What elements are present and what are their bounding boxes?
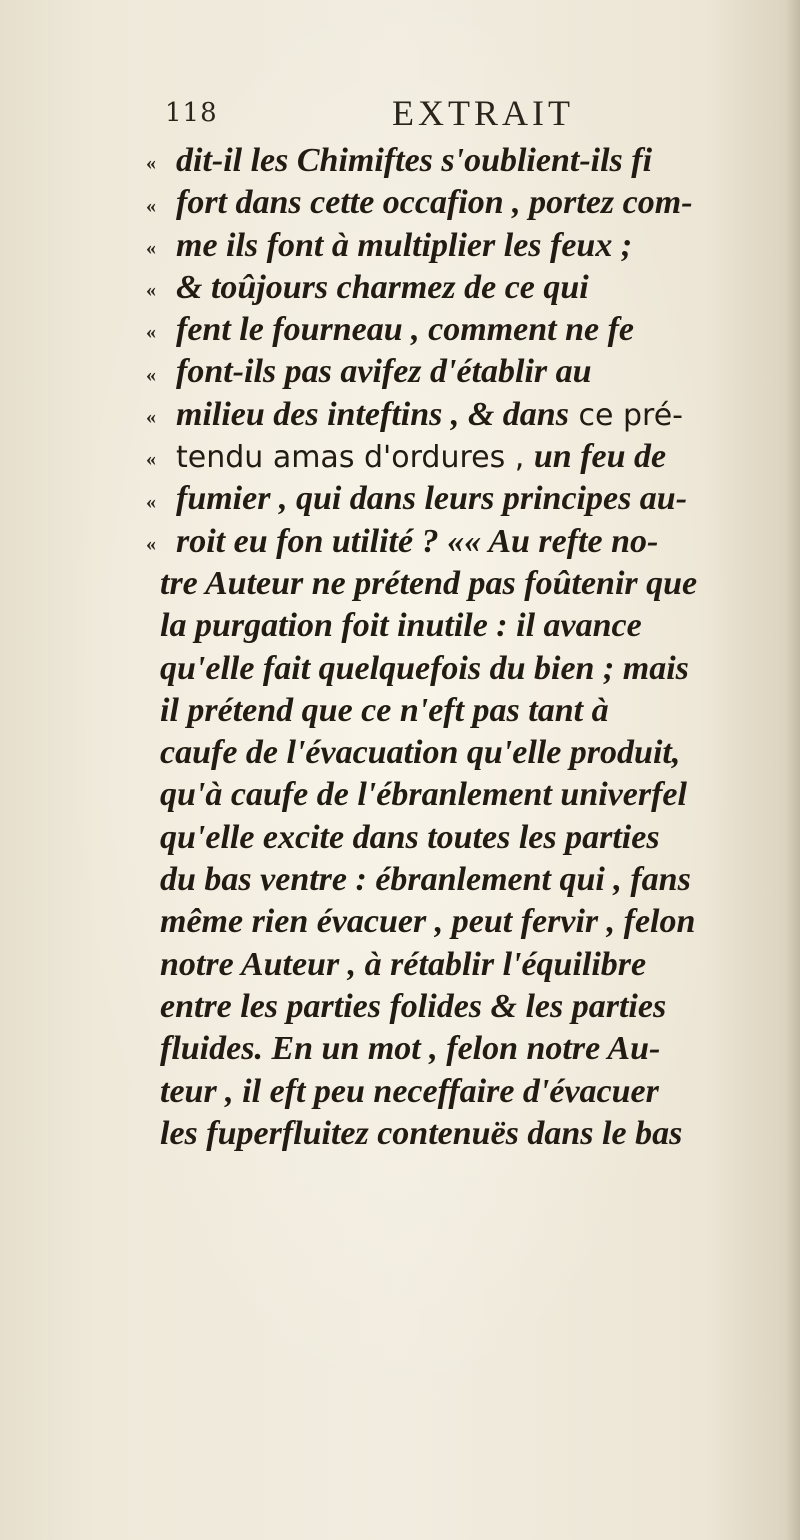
text-line [146, 351, 796, 393]
line-text: milieu des inteftins , & dans [176, 395, 569, 433]
text-line [146, 859, 796, 901]
text-line [146, 394, 796, 436]
text-line [146, 648, 796, 690]
running-head [0, 92, 800, 136]
text-line [146, 986, 796, 1028]
line-text: fent le fourneau , comment ne fe [176, 311, 635, 349]
running-title: EXTRAIT [392, 93, 574, 133]
text-line [146, 267, 796, 309]
text-line [146, 901, 796, 943]
line-text: dit-il les Chimiftes s'oublient-ils fi [176, 142, 653, 179]
line-text: caufe de l'évacuation qu'elle produit, [160, 734, 681, 772]
quotation-marker: « [146, 321, 156, 344]
text-line [146, 605, 796, 647]
line-text: même rien évacuer , peut fervir , felon [160, 903, 696, 941]
text-line [146, 140, 796, 182]
quotation-marker: « [146, 490, 156, 513]
text-line [146, 690, 796, 732]
line-text: entre les parties folides & les parties [160, 987, 667, 1025]
text-line [146, 225, 796, 267]
line-text: notre Auteur , à rétablir l'équilibre [160, 945, 647, 983]
body-text [146, 140, 796, 1155]
text-line [146, 478, 796, 520]
text-line [146, 1071, 796, 1113]
line-text: qu'à caufe de l'ébranlement univerfel [160, 776, 687, 814]
line-text: la purgation foit inutile : il avance [160, 607, 642, 645]
line-text: & toûjours charmez de ce qui [176, 268, 589, 306]
quotation-marker: « [146, 152, 156, 175]
text-line [146, 1113, 796, 1155]
line-text: un feu de [533, 438, 667, 476]
line-text: teur , il eft peu neceffaire d'évacuer [160, 1072, 659, 1110]
text-line [146, 817, 796, 859]
text-line [146, 436, 796, 478]
line-text: fumier , qui dans leurs principes au- [176, 480, 688, 518]
text-line [146, 732, 796, 774]
line-text: qu'elle fait quelquefois du bien ; mais [160, 649, 689, 687]
line-text: fluides. En un mot , felon notre Au- [160, 1030, 661, 1068]
text-line [146, 774, 796, 816]
line-text: les fuperfluitez contenuës dans le bas [160, 1114, 683, 1152]
roman-text: ce pré- [568, 397, 683, 433]
line-text: roit eu fon utilité ? «« Au refte no- [176, 522, 659, 560]
quotation-marker: « [146, 363, 156, 386]
line-text: font-ils pas avifez d'établir au [176, 353, 592, 391]
roman-text: tendu amas d'ordures , [176, 440, 534, 476]
line-text: il prétend que ce n'eft pas tant à [160, 691, 609, 729]
quotation-marker: « [146, 405, 156, 428]
line-text: tre Auteur ne prétend pas foûtenir que [160, 564, 698, 602]
line-text: me ils font à multiplier les feux ; [176, 226, 633, 264]
text-line [146, 563, 796, 605]
quotation-marker: « [146, 448, 156, 471]
quotation-marker: « [146, 279, 156, 302]
text-line [146, 944, 796, 986]
text-line [146, 521, 796, 563]
text-line [146, 309, 796, 351]
quotation-marker: « [146, 194, 156, 217]
text-line [146, 182, 796, 224]
quotation-marker: « [146, 236, 156, 259]
line-text: qu'elle excite dans toutes les parties [160, 818, 660, 856]
page-number: 118 [165, 98, 218, 128]
text-line [146, 1028, 796, 1070]
line-text: du bas ventre : ébranlement qui , fans [160, 861, 691, 899]
line-text: fort dans cette occafion , portez com- [176, 184, 693, 222]
quotation-marker: « [146, 532, 156, 555]
